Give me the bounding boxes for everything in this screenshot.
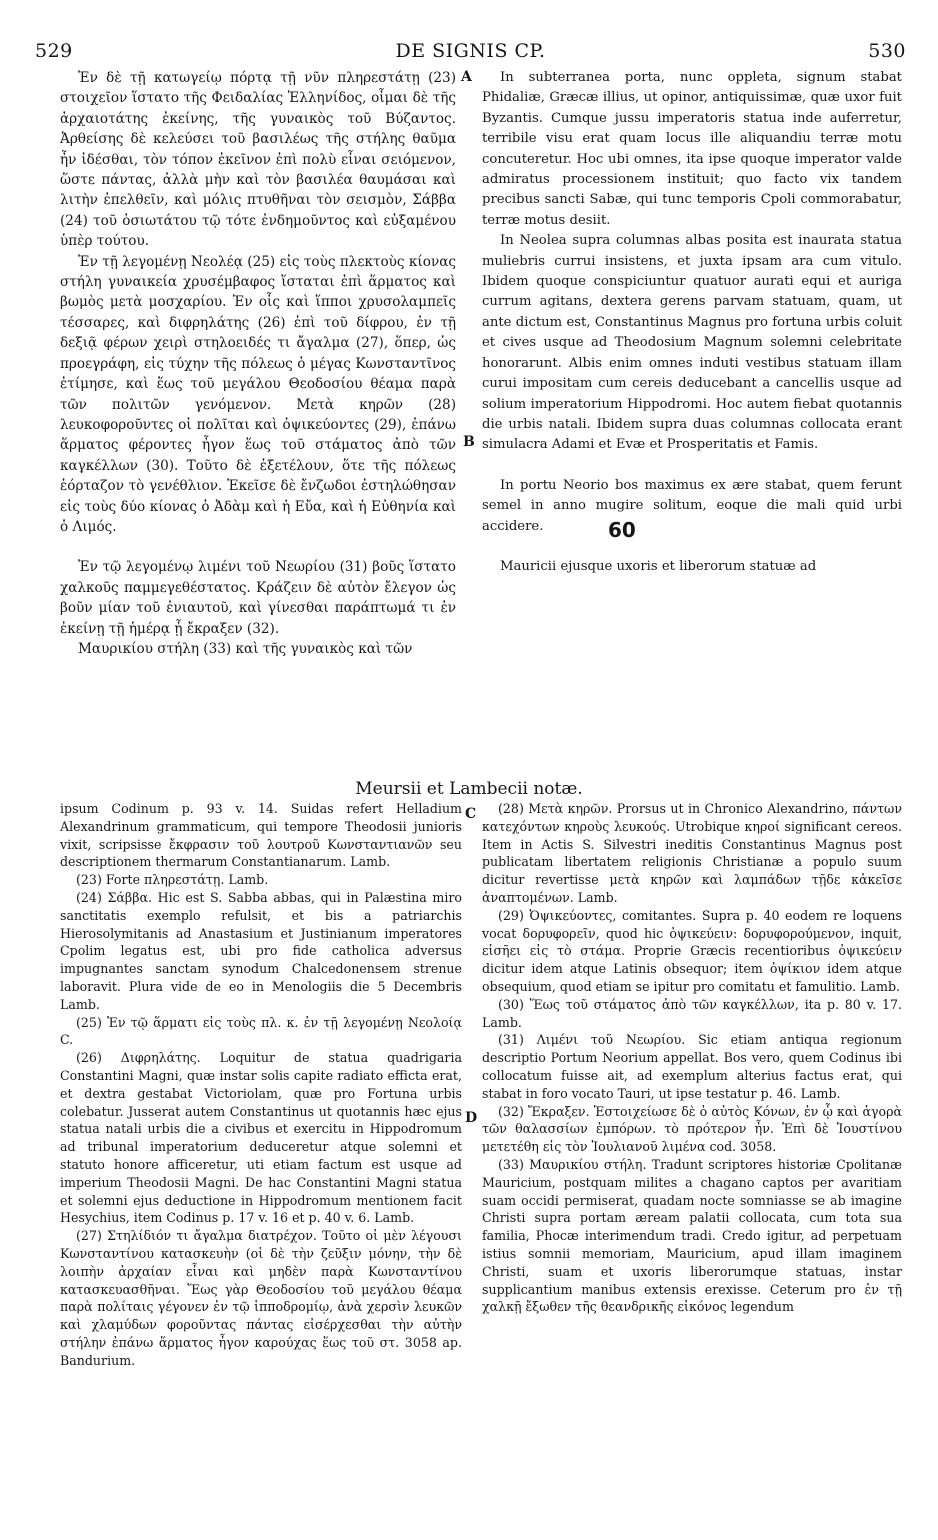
note: (27) Στηλίδιόν τι ἄγαλμα διατρέχον. Τοῦτο οἱ μὲν λέγουσι Κωνσταντίνου κατασκευὴν (οἱ δὲ τὴν ζεῦξιν μόνην, τὴν δὲ λοιπὴν ἀρχαίαν εἶναι καὶ μηδὲν παρὰ Κωνσταντίνου κατασκευασθῆναι. Ἕως γὰρ Θεοδοσίου τοῦ μεγάλου θέαμα παρὰ πολίταις γέγονεν ἐν τῷ ἱπποδρομίῳ, ἀνὰ χερσὶν λευκῶν καὶ χλαμύδων φοροῦντας πάντας εἰσέρχεσθαι τὴν αὐτὴν στήλην ἐπάνω ἅρματος ἦγον καρούχας ἕως τοῦ στ. 3058 ap. Bandurium. (60, 1228, 462, 1368)
latin-paragraph: In Neolea supra columnas albas posita est inaurata statua muliebris currui insistens, et juxta ipsam ara cum vitulo. Ibidem quoque conspiciuntur quatuor aurati equi et auriga currum agitans, dextera gerens parvam statuam, quam, ut ante dictum est, Constantinus Magnus pro fortuna urbis coluit et cives usque ad Theodosium Magnum solemni celebritate honorarunt. Albis enim omnes induti vestibus statuam illam curui impositam cum cereis deducebant a cancellis usque ad solium imperatorium Hippodromi. Hoc autem fiebat quotannis die urbis natali. Ibidem supra duas columnas collocata erant simulacra Adami et Evæ et Prosperitatis et Famis. (482, 233, 902, 453)
note: (32) Ἔκραξεν. Ἐστοιχείωσε δὲ ὁ αὐτὸς Κόνων, ἐν ᾧ καὶ ἀγορὰ τῶν θαλασσίων ἐμπόρων. τὸ πρότερον ἦν. Ἐπὶ δὲ Ἰουστίνου μετετέθη εἰς τὸν Ἰουλιανοῦ λιμένα cod. 3058. (482, 1103, 902, 1155)
margin-letter-a: A (461, 69, 472, 85)
notes-left-column (60, 800, 462, 1370)
note: ipsum Codinum p. 93 v. 14. Suidas refert Helladium Alexandrinum grammaticum, qui tempore Theodosii junioris vixit, scripsisse ἔκφρασιν τοῦ λουτροῦ Κωνσταντιανῶν seu descriptionem thermarum Constantianarum. Lamb. (60, 801, 462, 870)
latin-column (482, 68, 902, 577)
notes-right-column (482, 800, 902, 1316)
page-number-right: 530 (868, 40, 906, 62)
notes-title: Meursii et Lambecii notæ. (355, 779, 583, 799)
margin-letter-d: D (465, 1110, 478, 1126)
greek-paragraph: Ἐν τῷ λεγομένῳ λιμένι τοῦ Νεωρίου (31) βοῦς ἵστατο χαλκοῦς παμμεγεθέστατος. Κράζειν δὲ αὐτὸν ἔλεγον ὡς βοῦν μίαν τοῦ ἐνιαυτοῦ, καὶ γίνεσθαι παράπτωμά τι ἐν ἐκείνῃ τῇ ἡμέρᾳ ᾗ ἔκραξεν (32). (60, 559, 456, 637)
greek-paragraph: Ἐν δὲ τῇ κατωγείῳ πόρτᾳ τῇ νῦν πληρεστάτῃ (23) στοιχεῖον ἵστατο τῆς Φειδαλίας Ἑλληνίδος, οἶμαι δὲ τῆς ἀρχαιοτάτης ἐκείνης, τῆς γυναικὸς τοῦ Βύζαντος. Ἀρθείσης δὲ κελεύσει τοῦ βασιλέως τῆς στήλης θαῦμα ἦν ἰδέσθαι, τὸν τόπον ἐκεῖνον ἐπὶ πολὺ εἶναι σειόμενον, ὥστε πάντας, ἀλλὰ μὴν καὶ τὸν βασιλέα θαυμάσαι καὶ λιτὴν ἐπελθεῖν, καὶ μόλις πτυθῆναι τὸν σεισμὸν, Σάββα (24) τοῦ ὁσιωτάτου τῷ τότε ἐνδημοῦντος καὶ εὐξαμένου ὑπὲρ τούτου. (60, 70, 456, 250)
margin-letter-c: C (465, 806, 477, 822)
note: (25) Ἐν τῷ ἅρματι εἰς τοὺς πλ. κ. ἐν τῇ λεγομένῃ Νεολοίᾳ C. (60, 1014, 462, 1048)
page-header (35, 40, 906, 64)
page-number-left: 529 (35, 40, 73, 62)
note: (23) Forte πληρεστάτῃ. Lamb. (76, 872, 269, 888)
margin-letter-b: B (463, 434, 475, 450)
note: (28) Μετὰ κηρῶν. Prorsus ut in Chronico Alexandrino, πάντων κατεχόντων κηροὺς λευκούς. Utrobique κηροί significant cereos. Item in Actis S. Silvestri ineditis Constantinus Magnus post publicatam libertatem religionis Christianæ a populo suum dicitur revertisse μετὰ κηρῶν καὶ λαμπάδων τῇδε κἀκεῖσε ἀναπτομένων. Lamb. (482, 801, 902, 905)
note: (29) Ὀψικεύοντες, comitantes. Supra p. 40 eodem re loquens vocat δορυφορεῖν, quod hic ὀψικεύειν: δορυφορούμενον, inquit, εἰσῆει εἰς τὸ στάμα. Proprie Græcis recentioribus ὀψικεύειν dicitur idem atque Latinis obsequor; item ὀψίκιον idem atque obsequium, quod etiam se ipitur pro comitatu et famulitio. Lamb. (482, 907, 902, 994)
folio-mark: 60 (608, 518, 636, 542)
greek-paragraph: Ἐν τῇ λεγομένῃ Νεολέᾳ (25) εἰς τοὺς πλεκτοὺς κίονας στήλη γυναικεία χρυσέμβαφος ἵσταται ἐπὶ ἅρματος καὶ βωμὸς μετὰ μοσχαρίου. Ἐν οἷς καὶ ἵπποι χρυσολαμπεῖς τέσσαρες, καὶ διφρηλάτης (26) ἐπὶ τοῦ δίφρου, ἐν τῇ δεξιᾷ φέρων χειρὶ στηλοειδές τι ἄγαλμα (27), ὅπερ, ὡς προεγράφη, εἰς τύχην τῆς πόλεως ὁ μέγας Κωνσταντῖνος ἐτίμησε, καὶ ἕως τοῦ μεγάλου Θεοδοσίου θέαμα παρὰ τῶν πολιτῶν γενόμενον. Μετὰ κηρῶν (28) λευκοφοροῦντες οἱ πολῖται καὶ ὀψικεύοντες (29), ἐπάνω ἅρματος φέροντες ἦγον ἕως τοῦ στάματος ἀπὸ τῶν καγκέλλων (30). Τοῦτο δὲ ἐξετέλουν, ὅτε τῆς πόλεως ἑόρταζον τὸ γενέθλιον. Ἐκεῖσε δὲ ἔνζωδοι ἐστηλώθησαν εἰς τοὺς δύο κίονας ὁ Ἀδὰμ καὶ ἡ Εὔα, καὶ ἡ Εὐθηνία καὶ ὁ Λιμός. (60, 253, 456, 535)
note: (30) Ἕως τοῦ στάματος ἀπὸ τῶν καγκέλλων, ita p. 80 v. 17. Lamb. (482, 996, 902, 1030)
note: (24) Σάββα. Hic est S. Sabba abbas, qui in Palæstina miro sanctitatis exemplo refulsit, et bis a patriarchis Hierosolymitanis ad Anastasium et Justinianum imperatores Cpolim legatus est, ubi pro fide catholica adversus impugnantes sanctam synodum Chalcedonensem strenue laboravit. Plura vide de eo in Menologiis die 5 Decembris Lamb. (60, 889, 462, 1012)
note: (31) Λιμένι τοῦ Νεωρίου. Sic etiam antiqua regionum descriptio Portum Neorium appellat. Bos vero, quem Codinus ibi collocatum fuisse ait, ad exemplum alterius factus erat, qui stabat in foro vocato Tauri, ut ipse testatur p. 46. Lamb. (482, 1032, 902, 1101)
greek-paragraph: Μαυρικίου στήλη (33) καὶ τῆς γυναικὸς καὶ τῶν (78, 640, 413, 657)
latin-paragraph: Mauricii ejusque uxoris et liberorum statuæ ad (500, 558, 817, 574)
note: (33) Μαυρικίου στήλη. Tradunt scriptores historiæ Cpolitanæ Mauricium, postquam milites a chagano captos per avaritiam suam occidi permiserat, quadam nocte somniasse se ab imagine Christi supra portam æream palatii collocata, cum tota sua familia, Phocæ interimendum tradi. Credo igitur, ad perpetuam istius somnii memoriam, Mauricium, apud illam imaginem Christi, suam et uxoris liberorumque statuas, instar supplicantium manibus extensis erexisse. Ceterum pro ἐν τῇ χαλκῇ ἔξωθεν τῆς θεανδρικῆς εἰκόνος legendum (482, 1156, 902, 1315)
note: (26) Διφρηλάτης. Loquitur de statua quadrigaria Constantini Magni, quæ instar solis capite radiato efficta erat, et dextra gestabat Victoriolam, quæ pro Fortuna urbis colebatur. Jusserat autem Constantinus ut quotannis hæc ejus statua natali urbis die a civibus et exercitu in Hippodromum ad tribunal imperatorium deduceretur atque solemni et statuto honore afficeretur, uti etiam factum est usque ad imperium Theodosii Magni. De hac Constantini Magni statua et solemni ejus deductione in Hippodromum mentionem facit Hesychius, item Codinus p. 17 v. 16 et p. 40 v. 6. Lamb. (60, 1050, 462, 1226)
latin-paragraph: In portu Neorio bos maximus ex ære stabat, quem ferunt semel in anno mugire solitum, eoque die mali quid urbi accidere. (482, 477, 902, 534)
latin-paragraph: In subterranea porta, nunc oppleta, signum stabat Phidaliæ, Græcæ illius, ut opinor, antiquissimæ, quæ uxor fuit Byzantis. Cumque jussu imperatoris statua inde auferretur, terribile visu erat quam locus ille aliquandiu terræ motu concuteretur. Hoc ubi omnes, ita ipse quoque imperator valde admiratus processionem instituit; quo facto vix tandem precibus sancti Sabæ, qui tunc temporis Cpoli commorabatur, terræ motus desiit. (482, 70, 902, 228)
running-head: DE SIGNIS CP. (395, 40, 546, 62)
greek-column (60, 68, 456, 659)
